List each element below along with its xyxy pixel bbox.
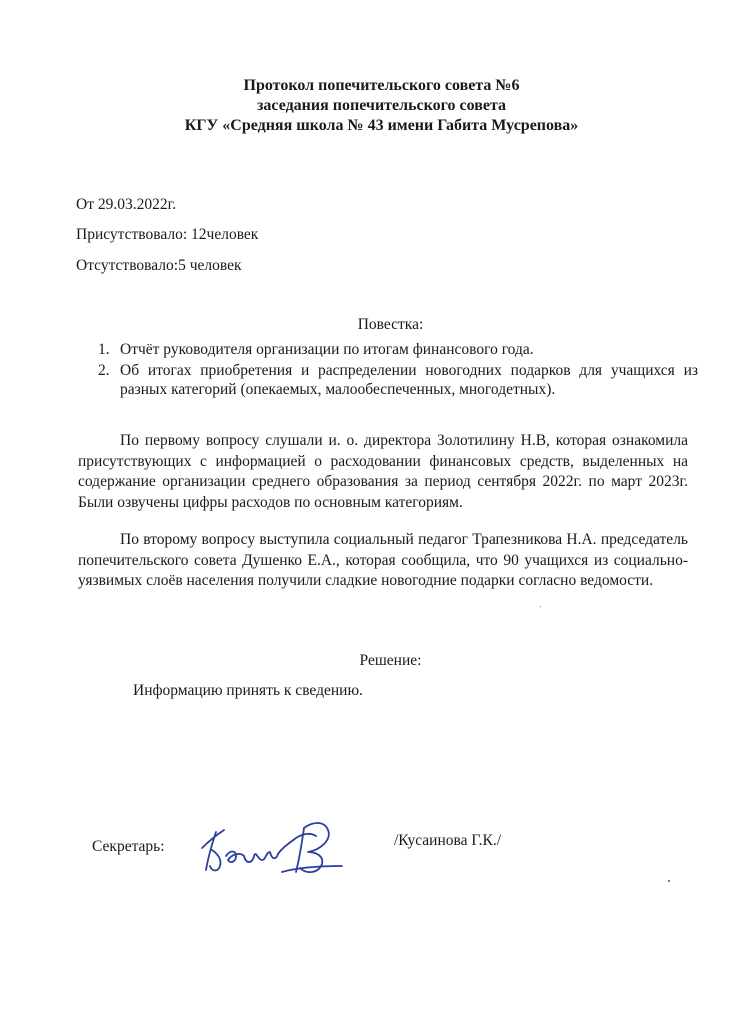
agenda-list bbox=[98, 340, 698, 401]
decision-text: Информацию принять к сведению. bbox=[133, 682, 363, 699]
secretary-label: Секретарь: bbox=[92, 838, 165, 855]
meeting-date: От 29.03.2022г. bbox=[76, 196, 177, 213]
secretary-name: /Кусаинова Г.К./ bbox=[394, 832, 501, 849]
agenda-title: Повестка: bbox=[357, 316, 424, 333]
handwritten-signature bbox=[192, 808, 352, 884]
document-header bbox=[0, 76, 745, 136]
decision-title: Решение: bbox=[359, 652, 422, 669]
attendance-present: Присутствовало: 12человек bbox=[76, 226, 259, 243]
paragraph-first-question: По первому вопросу слушали и. о. директора Золотилину Н.В, которая ознакомила присутствующих с информацией о расходовании финансовых средств, выделенных на содержание организации среднего образования за период сентября 2022г. по март 2023г. Были озвучены цифры расходов по основным категориям. bbox=[78, 432, 688, 511]
header-subtitle: заседания попечительского совета bbox=[256, 97, 507, 114]
agenda-item-text: Отчёт руководителя организации по итогам финансового года. bbox=[120, 341, 534, 358]
scan-speck bbox=[668, 880, 670, 882]
attendance-absent: Отсутствовало:5 человек bbox=[76, 257, 242, 274]
agenda-item-number: 2. bbox=[98, 362, 110, 379]
agenda-item-number: 1. bbox=[98, 341, 110, 358]
paragraph-second-question: По второму вопросу выступила социальный педагог Трапезникова Н.А. председатель попечительского совета Душенко Е.А., которая сообщила, что 90 учащихся из социально-уязвимых слоёв населения получили сладкие новогодние подарки согласно ведомости. bbox=[78, 531, 688, 589]
header-organization: КГУ «Средняя школа № 43 имени Габита Мусрепова» bbox=[184, 117, 579, 134]
scan-speck bbox=[540, 606, 541, 607]
header-title: Протокол попечительского совета №6 bbox=[243, 77, 520, 94]
agenda-item bbox=[98, 361, 698, 399]
agenda-item bbox=[98, 340, 698, 359]
agenda-item-text: Об итогах приобретения и распределении новогодних подарков для учащихся из разных категорий (опекаемых, малообеспеченных, многодетных). bbox=[120, 362, 698, 398]
